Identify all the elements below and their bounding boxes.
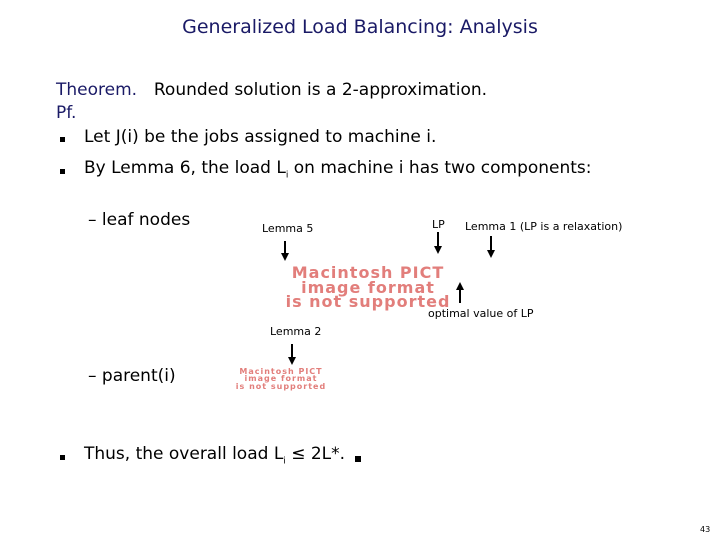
conclusion-text-post: ≤ 2L*. [285,444,346,464]
theorem-line [56,80,487,100]
lemma2-arrow-head [288,357,296,365]
theorem-label: Theorem. [56,80,138,100]
pict-text-line: is not supported [285,292,451,312]
parent-item: – parent(i) [88,366,176,386]
missing-pict-image-large [218,263,518,312]
page-number: 43 [700,525,711,534]
bullet-jobs-assigned: Let J(i) be the jobs assigned to machine i. [84,127,437,147]
lp-arrow-head [434,246,442,254]
proof-label: Pf. [56,103,77,123]
lemma1-arrow-head [487,250,495,258]
theorem-text: Rounded solution is a 2-approximation. [153,80,488,100]
conclusion-subscript: i [283,456,286,467]
load-text-post: on machine i has two components: [288,158,592,178]
lemma1-arrow-shaft [490,236,492,251]
optimal-arrow-shaft [459,289,461,303]
lemma2-label: Lemma 2 [270,325,322,338]
lp-arrow-shaft [437,232,439,247]
pict-text-line: Macintosh PICT [239,367,323,376]
pict-text-line: image format [244,374,318,384]
lemma5-label: Lemma 5 [262,222,314,235]
lemma1-label: Lemma 1 (LP is a relaxation) [465,220,623,233]
leaf-nodes-item: – leaf nodes [88,210,191,230]
lemma5-arrow-head [281,253,289,261]
conclusion-text-pre: Thus, the overall load L [84,444,284,464]
pict-text-line: Macintosh PICT [291,263,445,282]
bullet-icon [60,455,65,460]
lemma2-arrow-shaft [291,344,293,358]
conclusion-line [84,444,345,466]
bullet-icon [60,137,65,142]
pict-text-line: is not supported [235,381,327,391]
bullet-icon [60,169,65,174]
pict-text-line: image format [301,277,435,297]
qed-square-icon [355,456,361,462]
load-subscript: i [285,170,289,181]
missing-pict-image-small [226,368,336,390]
lp-label: LP [432,218,445,231]
slide-title: Generalized Load Balancing: Analysis [182,16,538,38]
bullet-load-components [84,158,592,180]
optimal-value-label: optimal value of LP [428,307,534,320]
load-text-pre: By Lemma 6, the load L [84,158,286,178]
